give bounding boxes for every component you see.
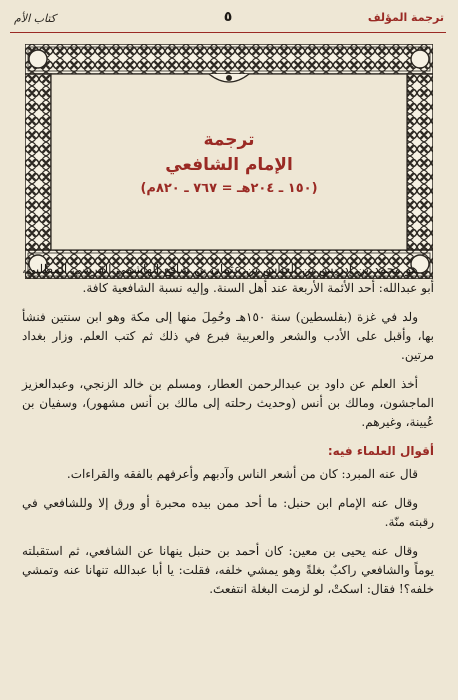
paragraph: ولد في غزة (بفلسطين) سنة ١٥٠هـ وحُمِلَ منها إلى مكة وهو ابن سنتين فنشأ بها، وأقبل على الأدب والشعر والعربية فبرع في ذلك ثم كتب العلم. وزار بغداد مرتين. xyxy=(22,310,434,362)
title-block xyxy=(25,128,433,200)
paragraph: قال عنه المبرد: كان من أشعر الناس وآدبهم وأعرفهم بالفقه والقراءات. xyxy=(66,467,418,481)
title-dates: (١٥٠ ـ ٢٠٤هـ = ٧٦٧ ـ ٨٢٠م) xyxy=(140,181,318,196)
running-head xyxy=(10,10,446,33)
paragraph: أخذ العلم عن داود بن عبدالرحمن العطار، ومسلم بن خالد الزنجي، وعبدالعزيز الماجشون، ومالك بن أنس (وحديث رحلته إلى مالك بن أنس مشهور)، وسفيان بن عُيينة، وغيرهم. xyxy=(22,377,434,429)
page-number: ٥ xyxy=(223,9,233,25)
title-heading: ترجمة xyxy=(203,130,255,150)
running-head-section: ترجمة المؤلف xyxy=(367,11,444,24)
running-head-book-title: كتاب الأم xyxy=(14,12,56,25)
title-name: الإمام الشافعي xyxy=(165,155,293,175)
body-text xyxy=(22,260,434,599)
paragraph: وقال عنه الإمام ابن حنبل: ما أحد ممن بيده محبرة أو ورق إلا وللشافعي في رقبته منّة. xyxy=(22,496,434,529)
section-subheading: أقوال العلماء فيه: xyxy=(327,444,434,458)
paragraph: وقال عنه يحيى بن معين: كان أحمد بن حنبل ينهانا عن الشافعي، ثم استقبلته يوماً والشافعي راكبٌ بغلةً وهو يمشي خلفه، فقلت: يا أبا عبدالله تنهانا عنه وتمشي خلفه؟! فقال: اسكتْ، لو لزمت البغلة انتفعتَ. xyxy=(22,544,434,596)
paragraph: هو محمد بن إدريس بن العباس بن عثمان بن شافع الهاشمي القرشي المطلبي، أبو عبدالله: أحد الأئمة الأربعة عند أهل السنة. وإليه نسبة الشافعية كافة. xyxy=(22,262,434,295)
